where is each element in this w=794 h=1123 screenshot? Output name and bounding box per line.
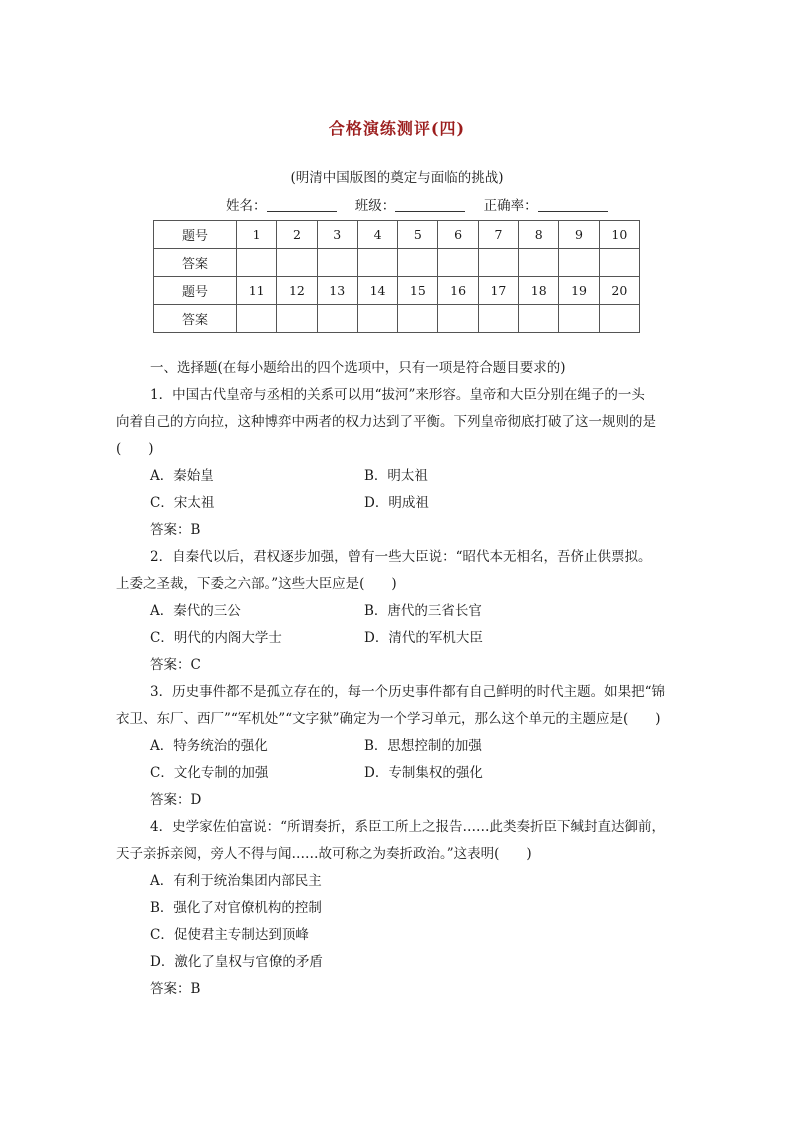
answer-cell[interactable]: [559, 249, 599, 277]
answer-cell[interactable]: [478, 305, 518, 333]
question-number-header: 题号: [154, 221, 237, 249]
option-d: D．明成祖: [364, 495, 429, 511]
question-1-line: ( ): [116, 441, 154, 457]
accuracy-blank[interactable]: [538, 199, 608, 212]
answer-cell[interactable]: [478, 249, 518, 277]
answer-table: [153, 220, 640, 333]
question-2-line: 上委之圣裁，下委之六部。”这些大臣应是( ): [116, 576, 397, 592]
option-c: C．明代的内阁大学士: [150, 630, 282, 646]
accuracy-label: 正确率：: [483, 198, 538, 214]
question-1-line: 1．中国古代皇帝与丞相的关系可以用“拔河”来形容。皇帝和大臣分别在绳子的一头: [150, 387, 645, 403]
question-3-options-row: [116, 760, 682, 787]
question-4-line: 天子亲拆亲阅，旁人不得与闻……故可称之为奏折政治。”这表明( ): [116, 846, 532, 862]
answer-cell[interactable]: [398, 305, 438, 333]
section-heading: 一、选择题(在每小题给出的四个选项中，只有一项是符合题目要求的): [150, 360, 566, 376]
question-number-cell: 12: [277, 277, 317, 305]
question-3-line: 3．历史事件都不是孤立存在的，每一个历史事件都有自己鲜明的时代主题。如果把“锦: [150, 684, 665, 700]
answer-cell[interactable]: [277, 249, 317, 277]
question-number-cell: 19: [559, 277, 599, 305]
question-number-cell: 20: [599, 277, 639, 305]
answer-cell[interactable]: [599, 249, 639, 277]
question-2-options-row: [116, 625, 682, 652]
question-number-cell: 8: [519, 221, 559, 249]
question-number-cell: 9: [559, 221, 599, 249]
option-a: A．有利于统治集团内部民主: [150, 873, 322, 889]
answer-cell[interactable]: [237, 249, 277, 277]
question-3-line: 衣卫、东厂、西厂”“军机处”“文字狱”确定为一个学习单元，那么这个单元的主题应是( ): [116, 711, 661, 727]
question-4-answer: 答案：B: [150, 981, 201, 997]
answer-cell[interactable]: [398, 249, 438, 277]
option-b: B．强化了对官僚机构的控制: [150, 900, 322, 916]
class-blank[interactable]: [395, 199, 465, 212]
question-number-cell: 10: [599, 221, 639, 249]
option-d: D．激化了皇权与官僚的矛盾: [150, 954, 323, 970]
question-number-cell: 3: [317, 221, 357, 249]
question-3-options-row: [116, 733, 682, 760]
question-1-options-row: [116, 463, 682, 490]
option-b: B．思想控制的加强: [364, 738, 482, 754]
answer-table-row-numbers-2: [154, 277, 640, 305]
answer-cell[interactable]: [519, 305, 559, 333]
answer-cell[interactable]: [438, 249, 478, 277]
question-1-line: 向着自己的方向拉，这种博弈中两者的权力达到了平衡。下列皇帝彻底打破了这一规则的是: [116, 414, 656, 430]
question-number-cell: 14: [357, 277, 397, 305]
option-a: A．特务统治的强化: [150, 738, 268, 754]
answer-cell[interactable]: [357, 305, 397, 333]
answer-cell[interactable]: [438, 305, 478, 333]
option-c: C．宋太祖: [150, 495, 215, 511]
question-body: [116, 355, 682, 1003]
answer-header: 答案: [154, 305, 237, 333]
question-1-answer: 答案：B: [150, 522, 201, 538]
page-subtitle: (明清中国版图的奠定与面临的挑战): [290, 170, 504, 186]
option-d: D．清代的军机大臣: [364, 630, 483, 646]
option-c: C．文化专制的加强: [150, 765, 269, 781]
answer-cell[interactable]: [599, 305, 639, 333]
class-label: 班级：: [354, 198, 396, 214]
answer-cell[interactable]: [317, 249, 357, 277]
question-number-cell: 13: [317, 277, 357, 305]
answer-cell[interactable]: [519, 249, 559, 277]
question-2-line: 2．自秦代以后，君权逐步加强，曾有一些大臣说：“昭代本无相名，吾侪止供票拟。: [150, 549, 652, 565]
student-info-line: [226, 194, 608, 214]
question-number-header: 题号: [154, 277, 237, 305]
question-number-cell: 17: [478, 277, 518, 305]
question-number-cell: 5: [398, 221, 438, 249]
question-2-options-row: [116, 598, 682, 625]
question-number-cell: 11: [237, 277, 277, 305]
answer-header: 答案: [154, 249, 237, 277]
answer-table-row-answers-2: [154, 305, 640, 333]
question-number-cell: 6: [438, 221, 478, 249]
option-a: A．秦始皇: [150, 468, 214, 484]
question-number-cell: 4: [357, 221, 397, 249]
answer-cell[interactable]: [277, 305, 317, 333]
question-4-line: 4．史学家佐伯富说：“所谓奏折，系臣工所上之报告……此类奏折臣下缄封直达御前，: [150, 819, 665, 835]
option-b: B．明太祖: [364, 468, 428, 484]
answer-cell[interactable]: [357, 249, 397, 277]
answer-cell[interactable]: [317, 305, 357, 333]
question-number-cell: 1: [237, 221, 277, 249]
option-d: D．专制集权的强化: [364, 765, 483, 781]
question-number-cell: 2: [277, 221, 317, 249]
question-number-cell: 16: [438, 277, 478, 305]
option-b: B．唐代的三省长官: [364, 603, 482, 619]
answer-cell[interactable]: [237, 305, 277, 333]
name-blank[interactable]: [267, 199, 337, 212]
question-number-cell: 7: [478, 221, 518, 249]
question-2-answer: 答案：C: [150, 657, 201, 673]
name-label: 姓名：: [226, 198, 267, 214]
answer-table-row-answers-1: [154, 249, 640, 277]
question-1-options-row: [116, 490, 682, 517]
answer-table-row-numbers-1: [154, 221, 640, 249]
page-title: 合格演练测评(四): [328, 119, 466, 138]
question-3-answer: 答案：D: [150, 792, 202, 808]
question-number-cell: 15: [398, 277, 438, 305]
option-a: A．秦代的三公: [150, 603, 241, 619]
question-number-cell: 18: [519, 277, 559, 305]
answer-cell[interactable]: [559, 305, 599, 333]
option-c: C．促使君主专制达到顶峰: [150, 927, 309, 943]
